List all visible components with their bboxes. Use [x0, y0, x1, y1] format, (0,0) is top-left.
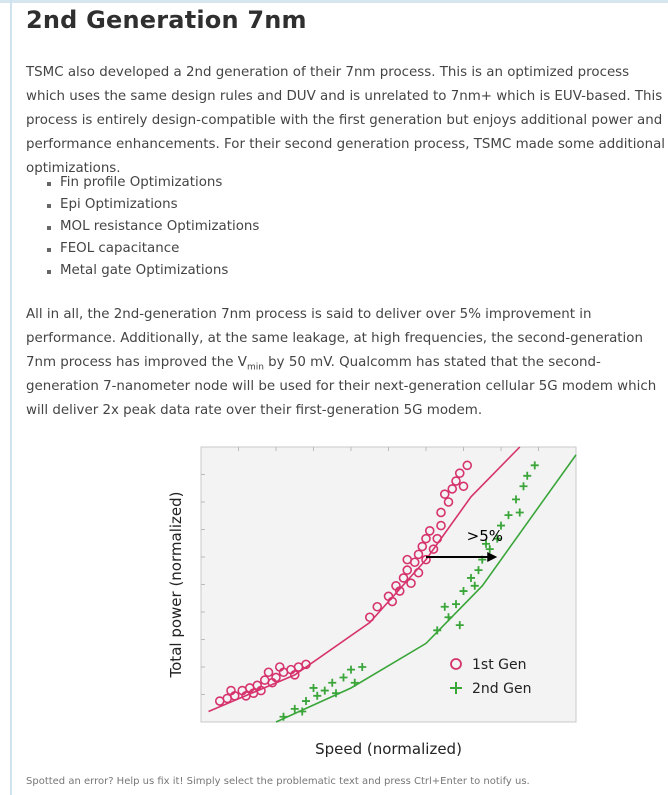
- intro-paragraph: TSMC also developed a 2nd generation of their 7nm process. This is an optimized process which uses the same design rules and DUV and is unrelated to 7nm+ which is EUV-based. This process is entirely design-compatible with the first generation but enjoys additional power and performance enhancements. For their second generation process, TSMC made some additional optimizations.: [26, 65, 666, 176]
- optimizations-list: [40, 172, 259, 282]
- conclusion-paragraph: [26, 303, 666, 423]
- list-item: Fin profile Optimizations: [40, 172, 259, 194]
- list-item: Metal gate Optimizations: [40, 260, 259, 282]
- article-title: 2nd Generation 7nm: [26, 6, 307, 34]
- list-item: FEOL capacitance: [40, 238, 259, 260]
- x-axis-label: Speed (normalized): [315, 740, 462, 758]
- legend-label: 2nd Gen: [472, 681, 532, 697]
- conclusion-text-1: All in all, the 2nd-generation 7nm process is said to deliver over 5% improvement in performance. Additionally, at the same leakage, at high frequencies, the second-generation 7nm process has improved the V: [26, 307, 643, 370]
- annotation-label: >5%: [466, 527, 503, 545]
- conclusion-text-2: by 50 mV. Qualcomm has stated that the second-generation 7-nanometer node will be used for their next-generation cellular 5G modem which will deliver 2x peak data rate over their first-generation 5G modem.: [26, 355, 657, 418]
- left-border: [10, 0, 12, 795]
- speed-power-chart: [146, 427, 586, 762]
- legend-label: 1st Gen: [472, 657, 527, 673]
- list-item: MOL resistance Optimizations: [40, 216, 259, 238]
- list-item: Epi Optimizations: [40, 194, 259, 216]
- footer-note: Spotted an error? Help us fix it! Simply select the problematic text and press Ctrl+Enter to notify us.: [26, 776, 530, 787]
- vmin-subscript: min: [246, 362, 264, 373]
- top-border: [0, 0, 668, 3]
- y-axis-label: Total power (normalized): [167, 491, 185, 678]
